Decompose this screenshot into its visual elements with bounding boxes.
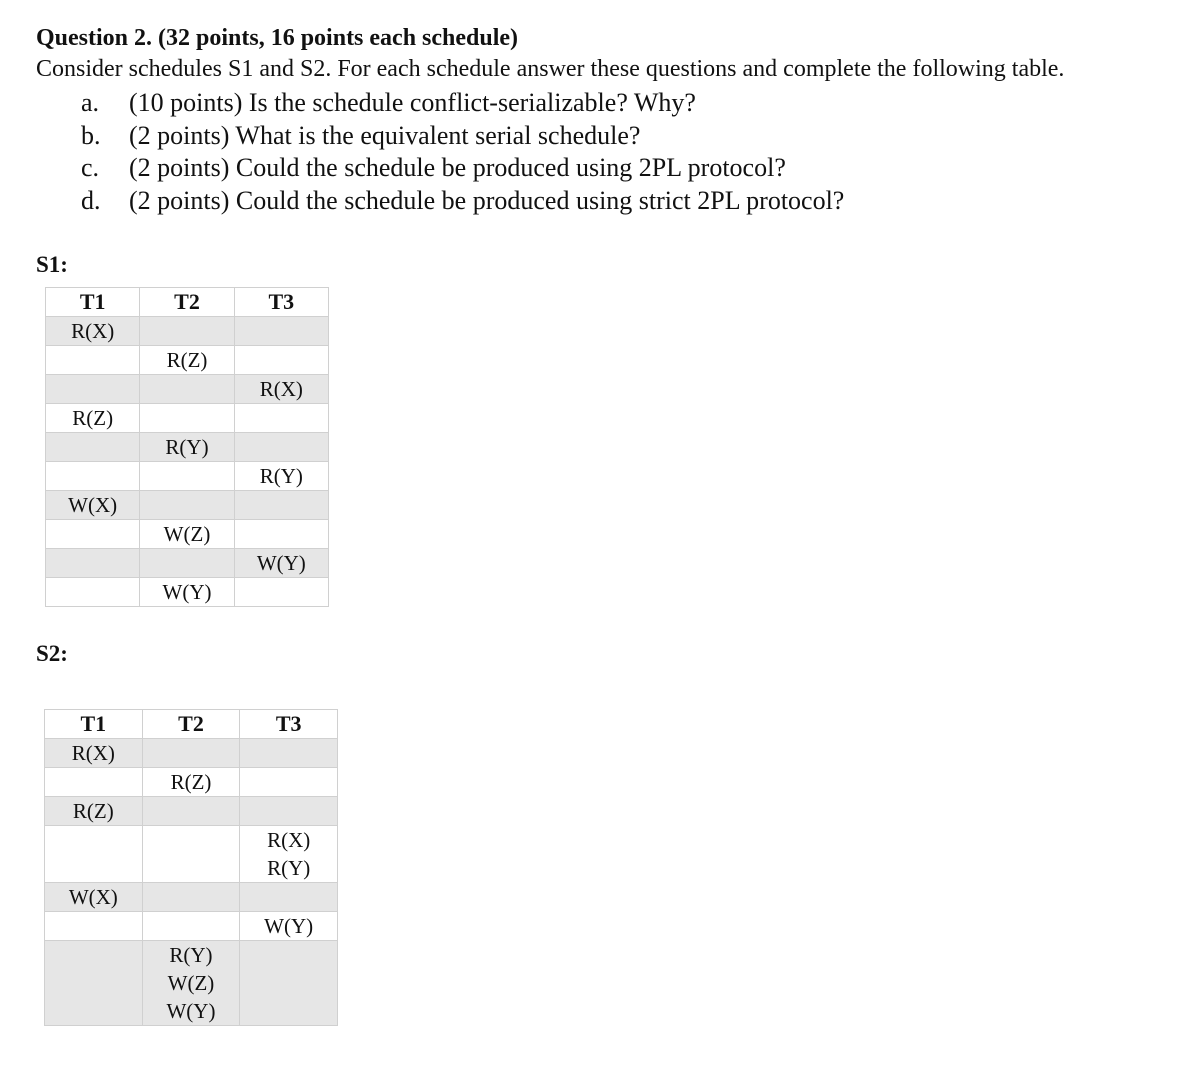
item-text: (10 points) Is the schedule conflict-serializable? Why? [129, 88, 696, 117]
item-letter: c. [81, 153, 100, 182]
item-letter: b. [81, 120, 101, 150]
operation-cell [46, 520, 140, 549]
operation-cell [234, 433, 328, 462]
schedule-s1-label: S1: [36, 252, 68, 277]
operation-cell [140, 375, 234, 404]
table-row [45, 912, 338, 941]
operation-cell [142, 826, 240, 883]
item-text: (2 points) Could the schedule be produced using strict 2PL protocol? [129, 185, 845, 215]
operation-cell [46, 491, 140, 520]
operation-cell [46, 375, 140, 404]
column-header-t2: T2 [142, 710, 240, 739]
operation-text: W(X) [68, 885, 118, 909]
item-letter: d. [81, 185, 101, 215]
operation-text: R(Z) [166, 348, 208, 372]
question-title: Question 2. (32 points, 16 points each schedule) [36, 25, 519, 51]
operation-cell [142, 739, 240, 768]
operation-cell [46, 578, 140, 607]
column-header-t3: T3 [240, 710, 338, 739]
operation-text: W(Y) [256, 551, 306, 575]
operation-cell [140, 491, 234, 520]
operation-text: W(Y) [162, 580, 212, 604]
operation-text: R(X) [259, 377, 303, 401]
operation-cell [142, 912, 240, 941]
operation-text: R(X) [71, 741, 115, 765]
operation-cell [240, 883, 338, 912]
header-row [46, 288, 329, 317]
column-header-t1: T1 [45, 710, 143, 739]
operation-cell [46, 549, 140, 578]
operation-cell [240, 912, 338, 941]
operation-cell [142, 797, 240, 826]
table-row [46, 317, 329, 346]
operation-cell [234, 375, 328, 404]
operation-cell [140, 317, 234, 346]
schedule-s2-label: S2: [36, 641, 68, 666]
table-row [46, 578, 329, 607]
operation-cell [45, 768, 143, 797]
operation-cell [45, 912, 143, 941]
operation-cell [140, 549, 234, 578]
operation-cell [140, 520, 234, 549]
table-row [45, 826, 338, 883]
operation-text: R(Z) [72, 406, 114, 430]
operation-cell [45, 826, 143, 883]
table-row [46, 520, 329, 549]
operation-cell [234, 578, 328, 607]
table-row [45, 739, 338, 768]
schedule-s2-table [44, 709, 338, 1026]
operation-text: R(Z) [72, 799, 114, 823]
operation-cell [46, 317, 140, 346]
operation-cell [140, 578, 234, 607]
table-row [45, 883, 338, 912]
operation-text: R(Y) W(Z) W(Y) [166, 943, 216, 1023]
item-text: (2 points) Could the schedule be produced using 2PL protocol? [129, 153, 786, 182]
operation-cell [140, 433, 234, 462]
operation-cell [46, 462, 140, 491]
operation-cell [140, 462, 234, 491]
table-row [46, 404, 329, 433]
question-intro: Consider schedules S1 and S2. For each schedule answer these questions and complete the following table. [36, 56, 1065, 82]
operation-cell [46, 433, 140, 462]
operation-text: W(Z) [163, 522, 211, 546]
operation-cell [234, 346, 328, 375]
operation-cell [234, 520, 328, 549]
column-header-t2: T2 [140, 288, 234, 317]
table-row [45, 941, 338, 1026]
operation-cell [45, 739, 143, 768]
table-row [46, 549, 329, 578]
operation-cell [234, 317, 328, 346]
operation-text: R(Z) [170, 770, 212, 794]
operation-cell [45, 883, 143, 912]
operation-text: R(X) [71, 319, 115, 343]
operation-text: W(Y) [264, 914, 314, 938]
item-letter: a. [81, 88, 100, 117]
item-text: (2 points) What is the equivalent serial schedule? [129, 120, 641, 150]
operation-cell [45, 941, 143, 1026]
operation-cell [240, 739, 338, 768]
operation-text: R(Y) [165, 435, 209, 459]
operation-cell [234, 491, 328, 520]
operation-cell [46, 404, 140, 433]
operation-text: W(X) [68, 493, 118, 517]
table-row [46, 491, 329, 520]
column-header-t1: T1 [46, 288, 140, 317]
table-row [46, 433, 329, 462]
table-row [45, 768, 338, 797]
table-row [46, 375, 329, 404]
operation-text: R(Y) [259, 464, 303, 488]
table-row [46, 462, 329, 491]
operation-cell [142, 883, 240, 912]
operation-cell [234, 549, 328, 578]
operation-cell [240, 768, 338, 797]
operation-cell [140, 346, 234, 375]
operation-cell [234, 404, 328, 433]
operation-cell [142, 768, 240, 797]
schedule-s1-table [45, 287, 329, 607]
column-header-t3: T3 [234, 288, 328, 317]
table-row [45, 797, 338, 826]
operation-cell [234, 462, 328, 491]
operation-cell [46, 346, 140, 375]
operation-cell [45, 797, 143, 826]
operation-cell [142, 941, 240, 1026]
operation-cell [140, 404, 234, 433]
header-row [45, 710, 338, 739]
operation-cell [240, 797, 338, 826]
operation-cell [240, 826, 338, 883]
operation-cell [240, 941, 338, 1026]
table-row [46, 346, 329, 375]
operation-text: R(X) R(Y) [267, 828, 311, 880]
